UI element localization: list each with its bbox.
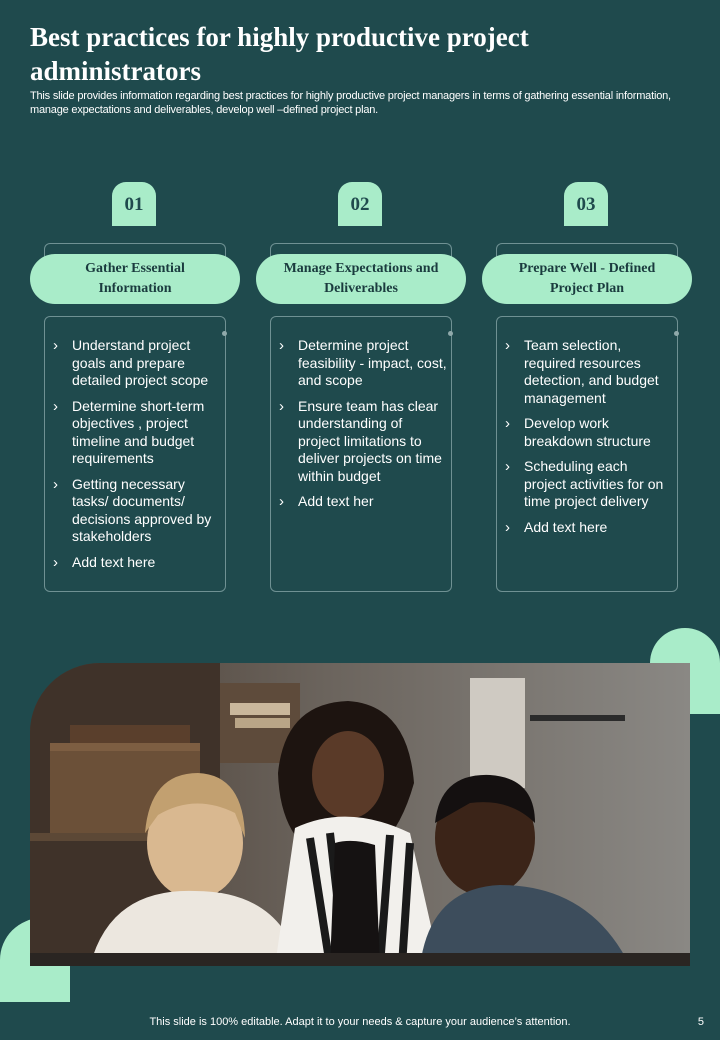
column-heading: Prepare Well - Defined Project Plan (482, 254, 692, 304)
slide-title: Best practices for highly productive project administrators (30, 22, 529, 86)
bullet-text: Ensure team has clear understanding of project limitations to deliver projects on time within budget (298, 397, 442, 484)
column-heading: Manage Expectations and Deliverables (256, 254, 466, 304)
bullet-item (505, 458, 673, 511)
bullet-text: Scheduling each project activities for on time project delivery (524, 458, 664, 509)
slide-subtitle: This slide provides information regarding best practices for highly productive project managers in terms of gathering essential information, manage expectations and deliverables, develop well –defined project plan. (30, 90, 671, 116)
chevron-right-icon: › (53, 397, 58, 415)
step-number-badge: 03 (564, 182, 608, 226)
bullet-list (53, 337, 221, 579)
bullet-text: Determine short-term objectives , project timeline and budget requirements (72, 397, 205, 466)
bullet-card (496, 316, 678, 592)
column-heading: Gather Essential Information (30, 254, 240, 304)
bullet-item (53, 554, 221, 572)
bullet-card (44, 316, 226, 592)
chevron-right-icon: › (505, 337, 510, 354)
bullet-item (53, 398, 221, 468)
bullet-text: Determine project feasibility - impact, cost, and scope (298, 337, 447, 388)
photo-illustration (30, 663, 690, 966)
chevron-right-icon: › (53, 553, 58, 571)
bullet-item (53, 476, 221, 546)
bullet-item (505, 519, 673, 537)
bullet-text: Team selection, required resources detection, and budget management (524, 337, 659, 406)
bullet-item (279, 398, 447, 486)
footer-note: This slide is 100% editable. Adapt it to your needs & capture your audience’s attention. (149, 1016, 571, 1028)
bullet-text: Getting necessary tasks/ documents/ decisions approved by stakeholders (72, 475, 212, 544)
chevron-right-icon: › (505, 458, 510, 475)
bullet-text: Understand project goals and prepare detailed project scope (72, 337, 209, 388)
chevron-right-icon: › (53, 475, 58, 493)
card-dot (222, 331, 227, 336)
practice-column-1 (30, 182, 240, 594)
card-dot (674, 331, 679, 336)
chevron-right-icon: › (279, 493, 284, 510)
bullet-text: Add text here (524, 518, 608, 535)
bullet-card (270, 316, 452, 592)
bullet-list (505, 337, 673, 544)
team-meeting-photo (30, 663, 690, 966)
bullet-item (505, 337, 673, 407)
practice-column-2 (256, 182, 466, 594)
bullet-text: Add text here (72, 553, 156, 570)
bullet-text: Develop work breakdown structure (524, 415, 651, 449)
practice-column-3 (482, 182, 692, 594)
card-dot (448, 331, 453, 336)
chevron-right-icon: › (279, 397, 284, 415)
page-number: 5 (697, 1016, 704, 1028)
bullet-list (279, 337, 447, 519)
chevron-right-icon: › (53, 337, 58, 354)
bullet-item (53, 337, 221, 390)
chevron-right-icon: › (279, 337, 284, 354)
step-number-badge: 02 (338, 182, 382, 226)
chevron-right-icon: › (505, 415, 510, 432)
bullet-item (505, 415, 673, 450)
bullet-item (279, 337, 447, 390)
bullet-item (279, 493, 447, 511)
bullet-text: Add text her (298, 493, 374, 509)
chevron-right-icon: › (505, 518, 510, 536)
step-number-badge: 01 (112, 182, 156, 226)
